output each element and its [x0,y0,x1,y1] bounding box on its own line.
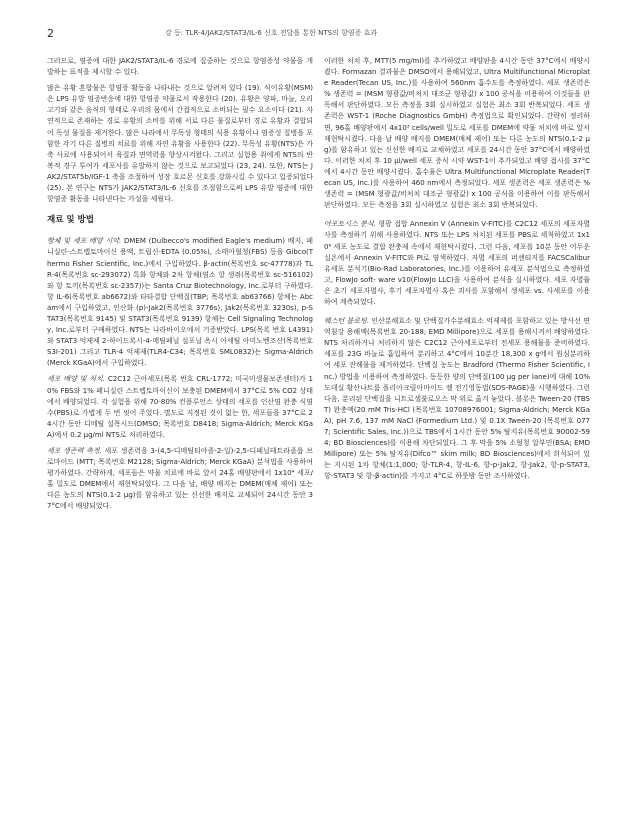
methods-paragraph-viability [47,446,313,513]
intro-paragraph-1: 그러므로, 염증에 대한 JAK2/STAT3/IL-6 경로에 집중하는 것으로 항염증성 약물을 개발하는 표적을 제시할 수 있다. [47,57,313,77]
subsection-title-western: 웨스턴 블로팅. [324,317,370,326]
viability-continued-paragraph: 이러한 처치 후, MTT(5 mg/ml)를 추가하였고 배양판을 4시간 동안 37°C에서 배양시켰다. Formazan 결과물은 DMSO에서 용해되었고, Ultra Multifunctional Microplate Reader(Tecan US, Inc.)를 사용하여 560nm 흡수도를 측정하였다. 세포 생존력은 % 생존력 = (MSM 형광값/비처치 대조군 형광값) x 100 공식을 이용하여 이것들을 판독해서 판단하였다. 모든 측정을 3회 실시하였고 실험은 최소 3회 반복되었다. 세포 생존력은 WST-1 (Roche Diagnostics GmbH) 측정법으로 확인되었다. 간략히 정리하면, 96홀 배양판에서 4x10³ cells/well 밀도로 세포를 DMEM에 약물 처치에 바로 앞서 재현탁시켰다. 다음 날 배양 배지를 DMEM(매체 제어) 또는 다른 농도의 NTS(0.1-2 μg)를 함유하고 있는 신선한 배지로 교체하였고 세포를 24시간 동안 37°C에서 배양하였다. 이러한 처치 후 10 μl/well 세포 증식 시약 WST-1이 추가되었고 배양 접시를 37°C에서 4시간 동안 배양시켰다. 흡수율은 Ultra Multifunctional Microplate Reader(Tecan US, Inc.)를 사용하여 460 nm에서 측정되었다. 세포 생존력은 세포 생존력은 % 생존력 = (MSM 형광값/비처치 대조군 형광값) x 100 공식을 이용하여 이를 판독해서 판단하였다. 모든 측정을 3회 실시하였고 실험은 최소 3회 반복되었다. [324,57,590,210]
subsection-text-apoptosis: 형광 접합 Annexin V (Annexin V-FITC)를 C2C12 세포의 세포자멸사를 측정하기 위해 사용하였다. NTS 또는 LPS 처치된 세포를 PBS로 세척하였고 1x10⁶ 세포 농도로 결합 완충제 속에서 재현탁시켰다. 그런 다음, 세포를 10분 동안 어두운 실온에서 Annexin V-FITC와 PI로 염색하였다. 자멸 세포의 퍼센티지를 FACSCalibur 유세포 분석기(Bio-Rad Laboratories, Inc.)를 이용하여 유세포 분석법으로 측정하였고, FlowJo soft- ware v10(FlowJo LLC)을 사용하여 분석을 실시하였다. 세포 자멸률은 초기 세포자멸사, 후기 세포자멸사 혹은 괴사를 포함해서 생세포 vs. 사세포를 이용하여 계측되었다. [324,220,590,306]
subsection-title-culture: 세포 배양 및 처치. [47,375,106,384]
subsection-text-western: 인산분해효소 및 단백질가수분해효소 억제제를 포함하고 있는 방사선 면역침강 용해액(목록번호 20-188; EMD Millipore)으로 세포를 용해시켜서 배양하였다. NTS 처리하거나 처리하지 않은 C2C12 근아세포로부터 전세포 용해물을 준비하였다. 세포를 23G 바늘로 흡입하여 분리하고 4°C에서 10분간 18,300 x g에서 원심분리하여 세포 잔해물을 제거하였다. 단백질 농도는 Bradford (Thermo Fisher Scientific, Inc.) 방법을 이용하여 측정하였다. 동등한 양의 단백질(100 μg per lane)에 대해 10% 도데실 황산나트륨 폴리아크릴아마이드 젤 전기영동법(SDS-PAGE)을 시행하였다. 그런 다음, 분리된 단백질을 니트로셀룰로오스 막 위로 옮겨 놓았다. 블롯은 Tween-20 (TBST) 완충액(20 mM Tris-HCl (목록번호 10708976001; Sigma-Aldrich; Merck KGaA), pH 7.6, 137 mM NaCl (Formedium Ltd.) 및 0.1X Tween-20 (목록번호 0777; Scientific Sales, Inc.))으로 TBS에서 1시간 동안 5% 탈지유(목록번호 90002-594; BD Biosciences)를 이용해 차단되었다. 그 후 막을 5% 소혈청 알부민(BSA; EMD Millipore) 또는 5% 탈지유(Difco™ skim milk; BD Biosciences)에서 희석되어 있는 지시된 1차 항체(1:1,000; 항-TLR-4, 항-IL-6, 항-p-Jak2, 항-Jak2, 항-p-STAT3, 항-STAT3 및 항-β-actin)를 가지고 4°C로 하룻밤 동안 조사하였다. [324,317,590,481]
left-column [47,56,313,816]
methods-paragraph-culture [47,374,313,441]
subsection-title-apoptosis: 아포토시스 분석. [324,220,376,229]
subsection-text-viability: 세포 생존력을 3-(4,5-디메틸티아졸-2-일)-2,5-디페닐테트라졸륨 브로마이드 (MTT; 목록번호 M2128; Sigma-Aldrich; Merck KGaA) 분석법을 사용하여 평가하였다. 간략하게, 세포들은 약물 치료에 바로 앞서 24홀 배양판에서 1x10⁴ 세포/홀 밀도로 DMEM에서 재현탁되었다. 그 다음 날, 배양 배지는 DMEM(매체 제어) 또는 다른 농도의 NTS(0.1-2 μg)를 함유하고 있는 신선한 배지로 교체되어 24시간 동안 37°C에서 배양되었다. [47,447,313,511]
subsection-title-viability: 세포 생존력 측정. [47,447,102,455]
methods-paragraph-apoptosis [324,219,590,308]
section-title-methods: 재료 및 방법 [47,215,94,226]
intro-paragraph-2: 많은 유황 혼합물은 항염증 활동을 나타내는 것으로 알려져 있다 (19). 식이유황(MSM)은 LPS 유발 염증반응에 대한 항염증 약물로서 작용한다 (20). 유황은 양파, 마늘, 오리고기와 같은 음식의 형태로 우리의 몸에서 간접적으로 소비되는 필수 요소이다 (21). 자연적으로 존재하는 경로 유황의 소비를 위해 서로 다른 물질로부터 경로 유황과 결합되어 독성 물질을 제거한다. 많은 나라에서 무독성 형태의 식용 유황이나 염증성 질병을 포함한 각기 다른 질병의 치료를 위해 자연 유황을 사용한다 (22). 무독성 유황(NTS)은 가축 사료에 사용되어서 육질과 면역력을 향상시켜왔다. 그리고 실험용 취에게 NTS의 반복적 경구 투여가 세포사를 유발하지 않는 것으로 보고되었다 (23, 24). 또한, NTS는 JAK2/STAT5b/IGF-1 축을 조절하여 성장 호르몬 신호를 강화시킬 수 있다고 입증되었다 (25). 본 연구는 NTS가 JAK2/STAT3/IL-6 신호를 조절함으로써 LPS 유발 염증에 대한 항염증 활동을 나타낸다는 가설을 세웠다. [47,84,313,204]
subsection-text-culture: C2C12 근아세포(목록 번호 CRL-1772; 미국미생물보존센터)가 10% FBS와 1% 페니실린 스트렙토마이신이 보충된 DMEM에서 37°C로 5% CO2 상태에서 배양되었다. 각 실험을 위해 70-80% 컨플루언스 상태의 세포를 인산염 완충 식염수(PBS)로 가볍게 두 번 씻어 주었다. 별도로 지정된 것이 없는 한, 세포들을 37°C로 24시간 동안 디메틸 설폭시드(DMSO; 목록번호 D8418; Sigma-Aldrich; Merck KGaA)에서 0.2 μg/ml NTS로 처리하였다. [47,375,313,439]
page-header [47,27,593,41]
running-title: 강 등: TLR-4/JAK2/STAT3/IL-6 신호 전달을 통한 NTS의 항염증 효과 [165,29,378,37]
methods-paragraph-antibodies [47,236,313,369]
right-column [324,56,590,816]
methods-paragraph-western [324,316,590,482]
subsection-title-antibodies: 항체 및 세포 배양 시약. [47,237,122,246]
subsection-text-antibodies: DMEM (Dulbecco's modified Eagle's medium) 배지, 페니실린-스트렙토마이신 용액, 트립신-EDTA (0.05%), 소태아혈청(FBS) 등을 Gibco(Thermo Fisher Scientific, Inc.)에서 구입하였다. β-actin(목록번호 sc-47778)과 TLR-4(목록번호 sc-293072) 특화 항체와 2차 항체(염소 항 생쥐(목록번호 sc-516102)와 항 토끼(목록번호 sc-2357))는 Santa Cruz Biotechnology, Inc.로부터 구하였다. 항 IL-6(목록번호 ab6672)와 타타결합 단백질(TBP; 목록번호 ab63766) 항체는 Abcam에서 구입하였고, 인산화 (p)-Jak2(목록번호 3776s), Jak2(목록번호 3230s), p-STAT3(목록번호 9145) 및 STAT3(목록번호 9139) 항체는 Cell Signaling Technology, Inc.로부터 구매하였다. NTS는 나라바이오에서 기증받았다. LPS(목록 번호 L4391)와 STAT3 억제제 2-하이드록시-4-메틸페닐 설포닐 옥시 아세틸 아미노벤조산(목록번호 S3I-201) 그리고 TLR-4 억제제(TLR4-C34; 목록번호 SML0832)는 Sigma-Aldrich (Merck KGaA)에서 구입하였다. [47,237,313,368]
page-number: 2 [47,27,54,40]
